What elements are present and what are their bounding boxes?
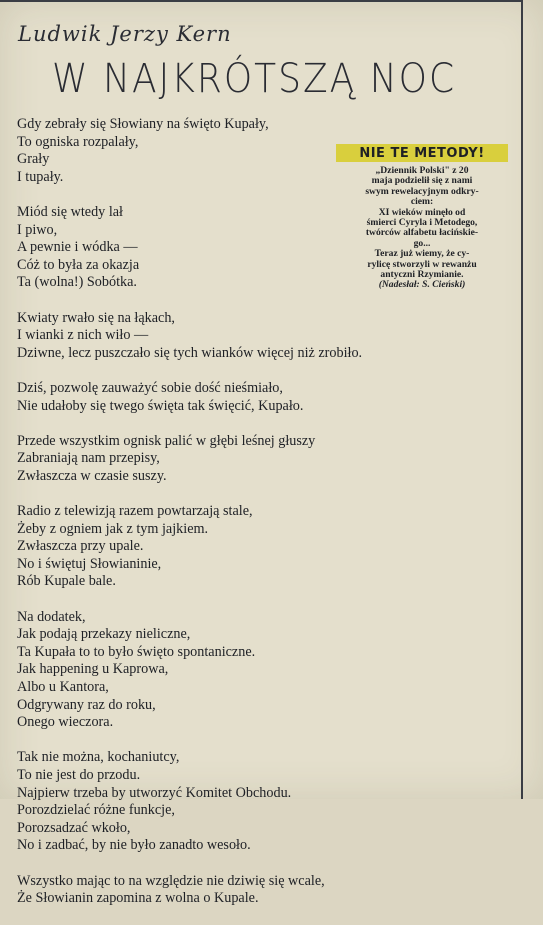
poem-line: I piwo, <box>17 221 58 238</box>
poem-line: Radio z telewizją razem powtarzają stale, <box>17 503 253 520</box>
poem-line: No i zadbać, by nie było zanadto wesoło. <box>17 837 251 854</box>
poem-line: Miód się wtedy lał <box>17 203 123 220</box>
poem-line: A pewnie i wódka — <box>17 239 138 256</box>
poem-line: Gdy zebrały się Słowiany na święto Kupały, <box>17 116 269 132</box>
poem-line: Porozdzielać różne funkcje, <box>17 802 175 819</box>
sidebar-line: antyczni Rzymianie. <box>380 269 464 281</box>
poem-line: Żeby z ogniem jak z tym jajkiem. <box>17 520 209 537</box>
author-name: Ludwik Jerzy Kern <box>18 22 232 46</box>
sidebar-line: śmierci Cyryla i Metodego, <box>366 217 478 229</box>
stanza <box>17 609 477 732</box>
sidebar-line: rylicę stworzyli w rewanżu <box>367 258 477 270</box>
poem-line: Rób Kupale bale. <box>17 573 116 590</box>
poem-line: Dziś, pozwolę zauważyć sobie dość nieśmiało, <box>17 379 283 396</box>
poem-line: Zwłaszcza w czasie suszy. <box>17 467 167 484</box>
poem-line: Przede wszystkim ognisk palić w głębi leśnej głuszy <box>17 432 316 449</box>
poem-line: Jak happening u Kaprowa, <box>17 661 169 678</box>
sidebar-credit: (Nadesłał: S. Cieński) <box>378 279 466 291</box>
poem-line: Onego wieczora. <box>17 714 114 731</box>
poem-line: Cóż to była za okazja <box>17 256 140 273</box>
poem-line: Tak nie można, kochaniutcy, <box>17 749 180 766</box>
poem-line: Wszystko mając to na względzie nie dziwię się wcale, <box>17 872 325 889</box>
stanza <box>17 749 477 855</box>
poem-line: Albo u Kantora, <box>17 679 109 695</box>
poem-line: Ta (wolna!) Sobótka. <box>17 274 137 291</box>
poem-line: Odgrywany raz do roku, <box>17 696 156 713</box>
sidebar-line: twórców alfabetu łacińskie- <box>365 227 479 239</box>
sidebar-heading: NIE TE METODY! <box>336 144 508 162</box>
poem-title: W NAJKRÓTSZĄ NOC <box>52 56 457 102</box>
poem-line: Ta Kupała to to było święto spontaniczne. <box>17 643 256 660</box>
sidebar-line: go... <box>413 237 431 249</box>
poem-line: To nie jest do przodu. <box>17 766 141 783</box>
sidebar-line: „Dziennik Polski" z 20 <box>375 165 469 176</box>
poem-line: Grały <box>17 151 50 168</box>
stanza <box>17 433 477 486</box>
poem-line: Najpierw trzeba by utworzyć Komitet Obchodu. <box>17 784 292 801</box>
sidebar-text <box>336 166 508 291</box>
poem-line: Zabraniają nam przepisy, <box>17 450 160 467</box>
poem-line: Zwłaszcza przy upale. <box>17 538 144 555</box>
poem-line: Jak podają przekazy nieliczne, <box>17 626 191 643</box>
stanza <box>17 873 477 908</box>
poem-line: Porozsadzać wkoło, <box>17 819 131 836</box>
poem-line: Na dodatek, <box>17 608 86 625</box>
right-rule <box>521 0 523 799</box>
stanza <box>17 503 477 591</box>
stanza <box>17 310 477 363</box>
sidebar-line: XI wieków minęło od <box>378 206 466 218</box>
sidebar-line: maja podzielił się z nami <box>371 175 473 187</box>
top-rule <box>0 0 521 2</box>
poem-line: No i świętuj Słowianinie, <box>17 555 162 572</box>
poem-line: Że Słowianin zapomina z wolna o Kupale. <box>17 890 259 907</box>
sidebar-box <box>336 144 508 291</box>
stanza <box>17 380 477 415</box>
sidebar-line: ciem: <box>410 196 434 208</box>
sidebar-line: Teraz już wiemy, że cy- <box>374 248 470 260</box>
poem-line: To ogniska rozpalały, <box>17 133 139 150</box>
poem-line: I wianki z nich wiło — <box>17 327 149 344</box>
poem-line: I tupały. <box>17 168 64 185</box>
poem-line: Kwiaty rwało się na łąkach, <box>17 309 175 326</box>
poem-line: Nie udałoby się twego święta tak święcić, Kupało. <box>17 397 304 414</box>
sidebar-line: swym rewelacyjnym odkry- <box>365 185 479 197</box>
poem-line: Dziwne, lecz puszczało się tych wianków więcej niż zrobiło. <box>17 344 363 361</box>
